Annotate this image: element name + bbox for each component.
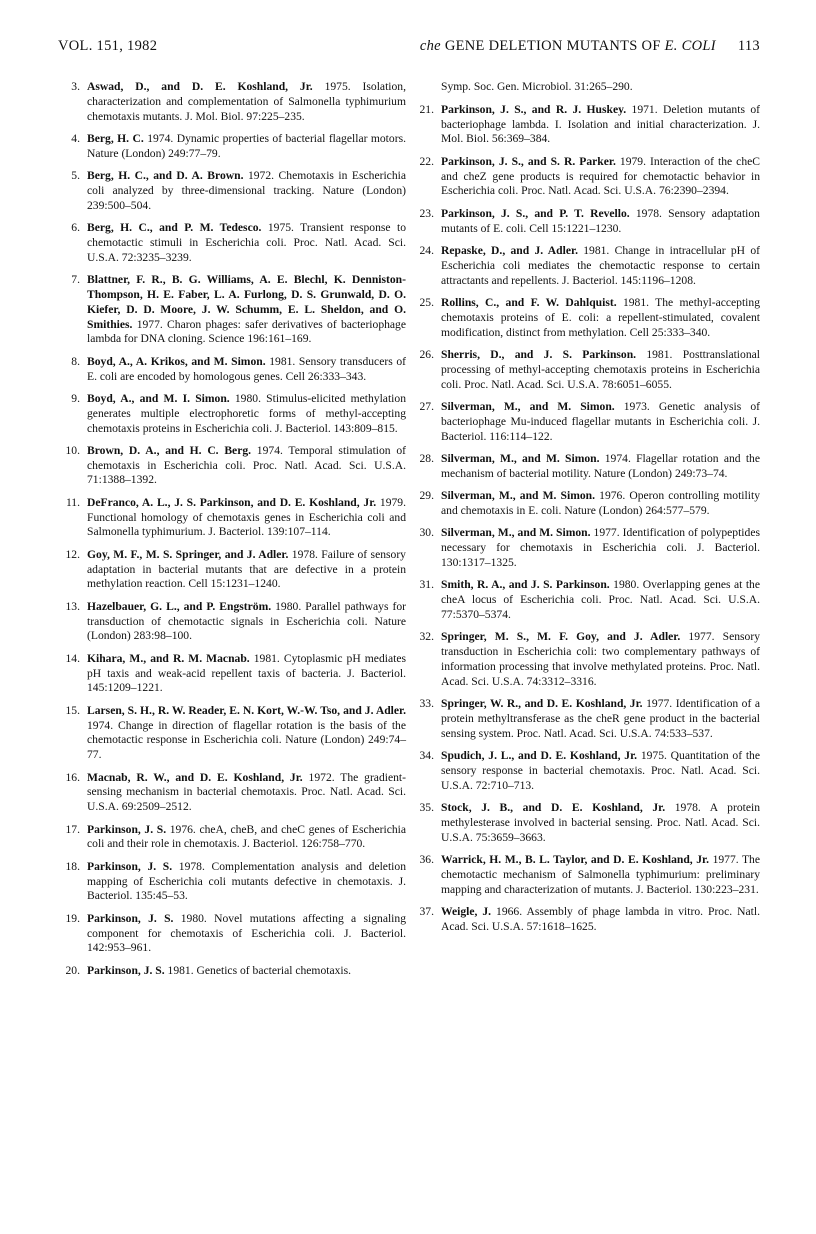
- reference-text: 1975. Quantitation of the sensory response in bacterial chemotaxis. Proc. Natl. Acad. Sci. U.S.A. 72:710–713.: [441, 749, 760, 792]
- reference-item: [412, 155, 760, 199]
- reference-text: 1980. Stimulus-elicited methylation generates multiple electrophoretic forms of methyl-accepting chemotaxis proteins in Escherichia coli. J. Bacteriol. 143:809–815.: [87, 391, 406, 435]
- reference-item: [58, 392, 406, 436]
- reference-item: [412, 296, 760, 340]
- reference-text: 1981. Posttranslational processing of methyl-accepting chemotaxis proteins in Escherichia coli. Proc. Natl. Acad. Sci. U.S.A. 78:6051–6055.: [441, 347, 760, 391]
- reference-text: 1981. Sensory transducers of E. coli are encoded by homologous genes. Cell 26:333–343.: [87, 354, 406, 383]
- reference-authors: Aswad, D., and D. E. Koshland, Jr.: [87, 80, 313, 93]
- reference-item: [412, 853, 760, 897]
- reference-item: [412, 103, 760, 147]
- reference-item: [412, 578, 760, 622]
- reference-item: [58, 652, 406, 696]
- reference-item: [412, 526, 760, 570]
- reference-continuation: Symp. Soc. Gen. Microbiol. 31:265–290.: [441, 80, 633, 93]
- reference-authors: Blattner, F. R., B. G. Williams, A. E. Blechl, K. Denniston-Thompson, H. E. Faber, L. A. Furlong, D. S. Grunwald, D. O. Kiefer, D. D. Moore, J. W. Schumm, E. L. Sheldon, and O. Smithies.: [87, 273, 406, 331]
- reference-number: 7.: [71, 273, 80, 287]
- reference-authors: Silverman, M., and M. Simon.: [441, 489, 596, 503]
- reference-number: 35.: [419, 800, 434, 814]
- reference-number: 27.: [419, 399, 434, 413]
- reference-number: 16.: [65, 770, 80, 784]
- running-title-organism: E. COLI: [664, 38, 716, 54]
- reference-authors: Parkinson, J. S.: [87, 822, 167, 836]
- reference-number: 23.: [419, 206, 434, 220]
- reference-text: 1981. The methyl-accepting chemotaxis proteins of E. coli: a repellent-stimulated, covalent modification, distinct from methylation. Cell 25:333–340.: [441, 295, 761, 339]
- reference-number: 13.: [65, 599, 80, 613]
- reference-number: 11.: [65, 495, 80, 509]
- reference-text: 1977. Identification of polypeptides necessary for chemotaxis in Escherichia coli. J. Bacteriol. 130:1317–1325.: [441, 526, 760, 569]
- reference-text: 1981. Cytoplasmic pH mediates pH taxis and weak-acid repellent taxis of bacteria. J. Bacteriol. 145:1209–1221.: [87, 651, 406, 695]
- reference-text: 1980. Overlapping genes at the cheA locus of Escherichia coli. Proc. Natl. Acad. Sci. U.S.A. 77:5370–5374.: [441, 578, 760, 621]
- reference-text: 1973. Genetic analysis of bacteriophage Mu-induced flagellar mutants in Escherichia coli. J. Bacteriol. 116:114–122.: [441, 399, 760, 443]
- reference-text: 1974. Flagellar rotation and the mechanism of bacterial motility. Nature (London) 249:73–74.: [441, 451, 761, 480]
- reference-number: 28.: [419, 451, 434, 465]
- reference-number: 33.: [419, 697, 434, 711]
- reference-authors: Kihara, M., and R. M. Macnab.: [87, 651, 250, 665]
- reference-item: [412, 749, 760, 793]
- reference-text: 1981. Genetics of bacterial chemotaxis.: [164, 963, 352, 977]
- reference-text: 1979. Interaction of the cheC and cheZ gene products is required for chemotactic behavior in Escherichia coli. Proc. Natl. Acad. Sci. U.S.A. 76:2390–2394.: [441, 154, 760, 198]
- reference-number: 18.: [65, 859, 80, 873]
- reference-item: [58, 964, 406, 979]
- reference-item: [58, 860, 406, 904]
- reference-authors: Goy, M. F., M. S. Springer, and J. Adler.: [87, 547, 289, 561]
- reference-column-right: [412, 80, 760, 942]
- reference-item: [412, 207, 760, 237]
- reference-authors: Boyd, A., A. Krikos, and M. Simon.: [87, 354, 266, 368]
- running-header: [58, 38, 760, 66]
- reference-number: 24.: [419, 243, 434, 257]
- running-title-text: GENE DELETION MUTANTS OF: [440, 38, 665, 54]
- reference-item: [58, 169, 406, 213]
- reference-text: 1971. Deletion mutants of bacteriophage lambda. I. Isolation and initial characterization. J. Mol. Biol. 56:369–384.: [441, 102, 760, 146]
- reference-number: 4.: [71, 131, 80, 145]
- reference-text: 1972. Chemotaxis in Escherichia coli analyzed by three-dimensional tracking. Nature (London) 239:500–504.: [87, 169, 406, 212]
- reference-text: 1966. Assembly of phage lambda in vitro. Proc. Natl. Acad. Sci. U.S.A. 57:1618–1625.: [441, 904, 760, 933]
- reference-number: 5.: [71, 169, 80, 183]
- reference-item: [58, 823, 406, 853]
- reference-authors: Parkinson, J. S., and P. T. Revello.: [441, 206, 630, 220]
- reference-number: 19.: [65, 911, 80, 925]
- reference-text: 1974. Change in direction of flagellar rotation is the basis of the chemotactic response in Escherichia coli. Nature (London) 249:74–77.: [87, 718, 406, 762]
- page-number: 113: [737, 38, 760, 54]
- reference-authors: Warrick, H. M., B. L. Taylor, and D. E. Koshland, Jr.: [441, 852, 710, 866]
- reference-text: 1979. Functional homology of chemotaxis genes in Escherichia coli and Salmonella typhimurium. J. Bacteriol. 139:107–114.: [87, 495, 406, 539]
- reference-number: 8.: [71, 354, 80, 368]
- reference-text: 1975. Isolation, characterization and complementation of Salmonella typhimurium chemotaxis mutants. J. Mol. Biol. 97:225–235.: [87, 80, 407, 123]
- reference-text: 1977. Sensory transduction in Escherichia coli: two complementary pathways of information processing that involve methylated proteins. Proc. Natl. Acad. Sci. U.S.A. 74:3312–3316.: [441, 630, 760, 688]
- reference-number: 14.: [65, 651, 80, 665]
- reference-item: [58, 704, 406, 763]
- reference-number: 9.: [71, 391, 80, 405]
- reference-number: 30.: [419, 526, 434, 540]
- reference-authors: Parkinson, J. S., and R. J. Huskey.: [441, 102, 627, 116]
- reference-authors: Berg, H. C., and D. A. Brown.: [87, 169, 244, 183]
- reference-authors: DeFranco, A. L., J. S. Parkinson, and D. E. Koshland, Jr.: [87, 495, 377, 509]
- reference-item: [412, 452, 760, 482]
- reference-item: [412, 400, 760, 444]
- reference-item: [412, 348, 760, 392]
- reference-authors: Hazelbauer, G. L., and P. Engström.: [87, 599, 272, 613]
- reference-number: 36.: [419, 852, 434, 866]
- reference-authors: Smith, R. A., and J. S. Parkinson.: [441, 578, 610, 592]
- running-title-gene: che: [419, 38, 441, 54]
- reference-number: 32.: [419, 630, 434, 644]
- reference-authors: Berg, H. C.: [87, 131, 144, 145]
- reference-text: 1977. Identification of a protein methyltransferase as the cheR gene product in the bacterial sensing system. Proc. Natl. Acad. Sci. U.S.A. 74:533–537.: [441, 697, 760, 740]
- reference-authors: Sherris, D., and J. S. Parkinson.: [441, 347, 637, 361]
- reference-item: [58, 912, 406, 956]
- reference-column-left: [58, 80, 406, 986]
- reference-item: [58, 496, 406, 540]
- reference-text: 1978. A protein methylesterase involved in bacterial sensing. Proc. Natl. Acad. Sci. U.S.A. 75:3659–3663.: [441, 800, 760, 844]
- reference-item: [58, 132, 406, 162]
- reference-text: 1978. Complementation analysis and deletion mapping of Escherichia coli mutants defective in chemotaxis. J. Bacteriol. 135:45–53.: [87, 859, 406, 903]
- reference-text: 1978. Failure of sensory adaptation in bacterial mutants that are defective in a protein methylation reaction. Cell 15:1231–1240.: [87, 547, 406, 591]
- reference-text: 1977. Charon phages: safer derivatives of bacteriophage lambda for DNA cloning. Science 196:161–169.: [87, 317, 406, 346]
- reference-number: 6.: [71, 221, 80, 235]
- reference-authors: Rollins, C., and F. W. Dahlquist.: [441, 295, 617, 309]
- reference-item: [412, 244, 760, 288]
- reference-text: 1980. Parallel pathways for transduction of chemotactic signals in Escherichia coli. Nature (London) 283:98–100.: [87, 599, 406, 643]
- reference-authors: Springer, M. S., M. F. Goy, and J. Adler.: [441, 630, 681, 644]
- reference-authors: Parkinson, J. S., and S. R. Parker.: [441, 154, 616, 168]
- reference-item: [412, 801, 760, 845]
- reference-text: 1980. Novel mutations affecting a signaling component for chemotaxis of Escherichia coli. J. Bacteriol. 142:953–961.: [87, 911, 406, 955]
- reference-text: 1974. Dynamic properties of bacterial flagellar motors. Nature (London) 249:77–79.: [87, 131, 406, 160]
- reference-item: [58, 221, 406, 265]
- reference-authors: Silverman, M., and M. Simon.: [441, 526, 591, 540]
- reference-authors: Macnab, R. W., and D. E. Koshland, Jr.: [87, 770, 303, 784]
- reference-authors: Springer, W. R., and D. E. Koshland, Jr.: [441, 697, 643, 711]
- reference-authors: Parkinson, J. S.: [87, 963, 165, 977]
- reference-authors: Parkinson, J. S.: [87, 911, 174, 925]
- reference-number: 10.: [65, 443, 80, 457]
- reference-item: [412, 489, 760, 519]
- reference-text: 1974. Temporal stimulation of chemotaxis in Escherichia coli. Proc. Natl. Acad. Sci. U.S.A. 71:1388–1392.: [87, 443, 407, 487]
- reference-number: 37.: [419, 904, 434, 918]
- reference-number: 29.: [419, 489, 434, 503]
- reference-item: [412, 630, 760, 689]
- reference-text: 1975. Transient response to chemotactic stimuli in Escherichia coli. Proc. Natl. Acad. Sci. U.S.A. 72:3235–3239.: [87, 221, 406, 264]
- reference-authors: Boyd, A., and M. I. Simon.: [87, 391, 230, 405]
- reference-text: 1976. Operon controlling motility and chemotaxis in E. coli. Nature (London) 264:577–579.: [441, 489, 760, 517]
- reference-number: 15.: [65, 703, 80, 717]
- reference-number: 21.: [419, 102, 434, 116]
- reference-authors: Spudich, J. L., and D. E. Koshland, Jr.: [441, 749, 638, 762]
- reference-authors: Larsen, S. H., R. W. Reader, E. N. Kort, W.-W. Tso, and J. Adler.: [87, 703, 406, 717]
- running-title: [420, 38, 760, 55]
- reference-text: 1976. cheA, cheB, and cheC genes of Escherichia coli and their role in chemotaxis. J. Bacteriol. 126:758–770.: [87, 822, 407, 851]
- reference-item: [412, 905, 760, 935]
- reference-item: [58, 600, 406, 644]
- reference-number: 25.: [419, 295, 434, 309]
- reference-item: [58, 273, 406, 347]
- reference-number: 3.: [71, 80, 80, 93]
- reference-item: [58, 444, 406, 488]
- reference-text: 1977. The chemotactic mechanism of Salmonella typhimurium: preliminary mapping and characterization of mutants. J. Bacteriol. 130:223–231.: [441, 852, 761, 896]
- reference-authors: Repaske, D., and J. Adler.: [441, 243, 578, 257]
- reference-authors: Brown, D. A., and H. C. Berg.: [87, 443, 252, 457]
- reference-authors: Stock, J. B., and D. E. Koshland, Jr.: [441, 800, 666, 814]
- reference-authors: Silverman, M., and M. Simon.: [441, 451, 600, 465]
- reference-number: 17.: [65, 822, 80, 836]
- reference-number: 22.: [419, 154, 434, 168]
- reference-authors: Parkinson, J. S.: [87, 859, 173, 873]
- reference-number: 20.: [65, 963, 80, 977]
- volume-year: VOL. 151, 1982: [58, 38, 158, 54]
- reference-authors: Weigle, J.: [441, 904, 492, 918]
- reference-item: [58, 548, 406, 592]
- reference-item: [58, 355, 406, 385]
- reference-text: 1978. Sensory adaptation mutants of E. coli. Cell 15:1221–1230.: [441, 206, 760, 235]
- reference-number: 34.: [419, 749, 434, 762]
- reference-item: [58, 771, 406, 815]
- reference-number: 31.: [419, 578, 434, 592]
- reference-number: 26.: [419, 347, 434, 361]
- reference-authors: Berg, H. C., and P. M. Tedesco.: [87, 221, 262, 235]
- reference-number: 12.: [65, 547, 80, 561]
- reference-authors: Silverman, M., and M. Simon.: [441, 399, 615, 413]
- reference-text: 1981. Change in intracellular pH of Escherichia coli mediates the chemotactic response to certain attractants and repellents. J. Bacteriol. 145:1196–1208.: [441, 243, 760, 287]
- reference-item: [58, 80, 406, 124]
- reference-item: [412, 697, 760, 741]
- reference-text: 1972. The gradient-sensing mechanism in bacterial chemotaxis. Proc. Natl. Acad. Sci. U.S.A. 69:2509–2512.: [87, 770, 406, 814]
